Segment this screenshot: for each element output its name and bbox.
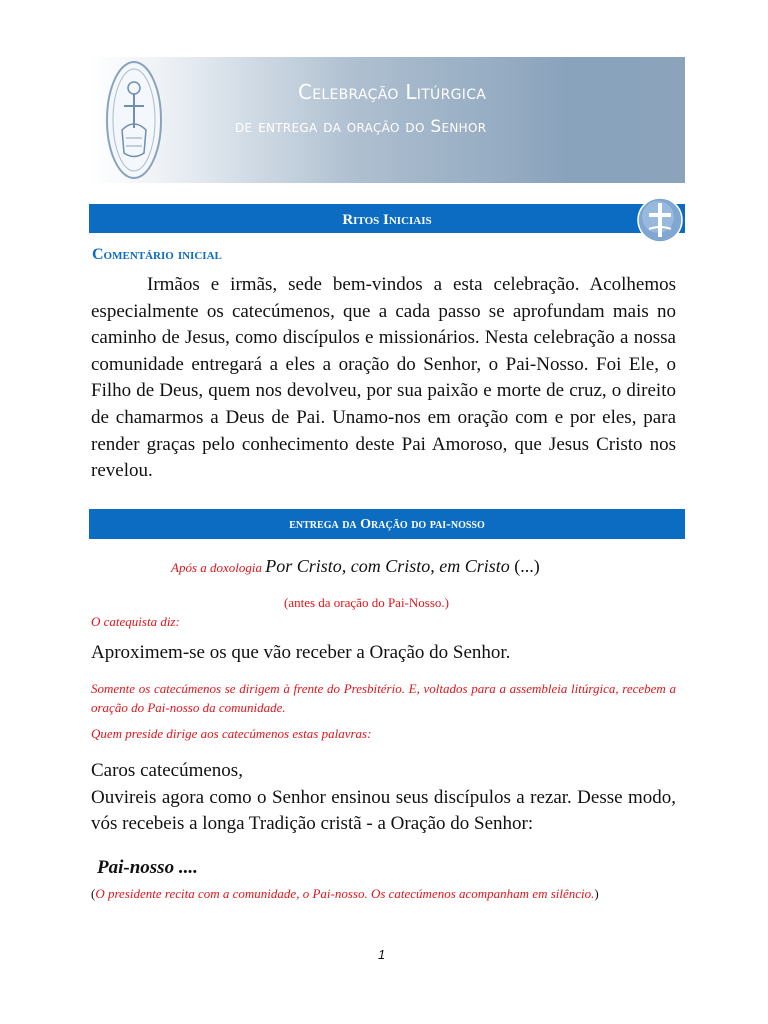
paren-close: ) [594,886,599,901]
rubric-somente: Somente os catecúmenos se dirigem à frente do Presbitério. E, voltados para a assembleia litúrgica, recebem a oração do Pai-nosso da comunidade. [91,681,676,715]
document-title-line2: de entrega da oração do Senhor [235,117,487,137]
subheading-comentario: Comentário inicial [92,246,222,263]
cross-badge-icon [637,197,683,243]
section-bar-ritos-iniciais [89,204,685,233]
rubric-quem-preside: Quem preside dirige aos catecúmenos estas palavras: [91,726,372,741]
section-bar-label: Ritos Iniciais [342,212,432,228]
doxology-line [171,556,540,577]
paren-open: ( [91,886,96,901]
rubric-presidente-text: O presidente recita com a comunidade, o Pai-nosso. Os catecúmenos acompanham em silêncio. [95,886,595,901]
rubric-presidente [91,884,676,903]
address-paragraph [91,758,676,838]
section-bar-entrega [89,509,685,539]
rubric-apos: Após a doxologia [171,560,266,575]
line-aproximem: Aproximem-se os que vão receber a Oração do Senhor. [91,642,511,663]
document-title-line1: Celebração Litúrgica [298,80,487,104]
rubric-catequista: O catequista diz: [91,614,180,629]
pai-nosso-heading: Pai-nosso .... [97,857,198,878]
page-number: 1 [378,947,386,962]
address-body: Ouvireis agora como o Senhor ensinou seus discípulos a rezar. Desse modo, vós recebeis a longa Tradição cristã - a Oração do Senhor: [91,786,676,835]
section-bar-label: entrega da Oração do pai-nosso [289,517,485,532]
opening-comment-text: Irmãos e irmãs, sede bem-vindos a esta celebração. Acolhemos especialmente os catecúmenos, que a cada passo se aprofundam mais no caminho de Jesus, como discípulos e missionários. Nesta celebração a nossa comunidade entregará a eles a oração do Senhor, o Pai-Nosso. Foi Ele, o Filho de Deus, quem nos devolveu, por sua paixão e morte de cruz, o direito de chamarmos a Deus de Pai. Unamo-nos em oração com e por eles, para render graças pelo conhecimento deste Pai Amoroso, que Jesus Cristo nos revelou. [91,274,676,482]
doxology-text: Por Cristo, com Cristo, em Cristo [265,556,510,576]
address-greeting: Caros catecúmenos, [91,760,243,781]
doxology-ellipsis: (...) [509,556,540,576]
seal-emblem-icon [104,58,164,182]
rubric-antes: (antes da oração do Pai-Nosso.) [284,595,449,610]
